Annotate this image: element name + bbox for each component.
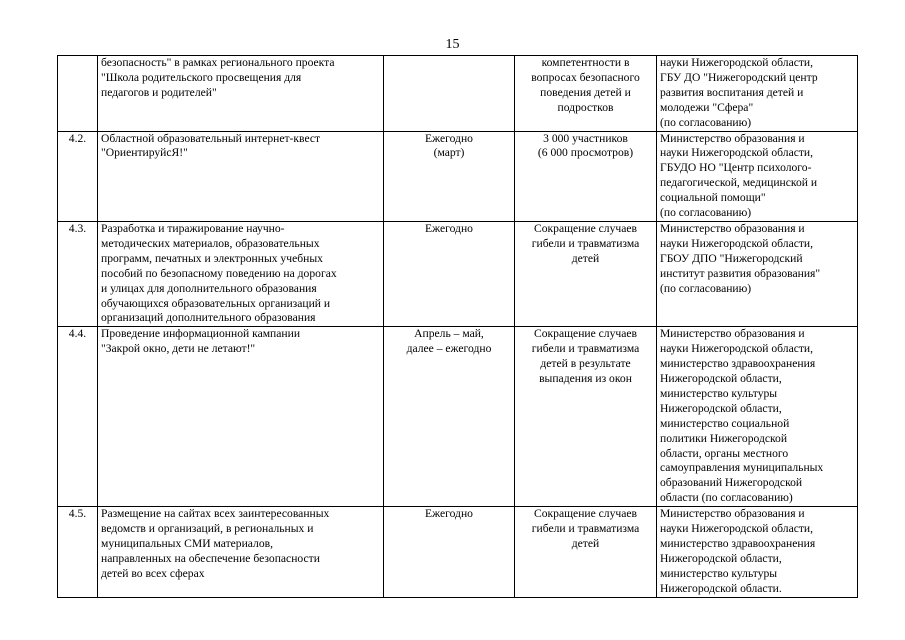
event-line: "Школа родительского просвещения для	[101, 70, 302, 84]
event-cell	[98, 221, 384, 326]
result-line: детей в результате	[540, 357, 631, 371]
responsible-line: (по согласованию)	[660, 206, 752, 220]
responsible-line: образований Нижегородской	[660, 476, 803, 490]
period-line: Ежегодно	[425, 507, 473, 521]
responsible-line: институт развития образования"	[660, 266, 821, 280]
result-line: выпадения из окон	[539, 372, 632, 386]
period-cell	[384, 507, 515, 597]
table-body	[58, 56, 858, 598]
result-line: гибели и травматизма	[531, 522, 640, 536]
result-line: детей	[571, 537, 600, 550]
responsible-line: педагогической, медицинской и	[660, 176, 818, 190]
event-line: муниципальных СМИ материалов,	[101, 537, 273, 550]
responsible-line: Нижегородской области,	[660, 372, 782, 386]
responsible-line: социальной помощи"	[660, 191, 766, 205]
responsible-cell	[657, 56, 858, 132]
responsible-line: молодежи "Сфера"	[660, 100, 754, 114]
responsible-line: науки Нижегородской области,	[660, 342, 814, 356]
event-cell	[98, 131, 384, 221]
responsible-line: Нижегородской области,	[660, 401, 782, 415]
event-line: пособий по безопасному поведению на дорогах	[101, 266, 337, 280]
result-line: Сокращение случаев	[534, 507, 637, 521]
page-number: 15	[445, 37, 460, 52]
responsible-line: Нижегородской области,	[660, 551, 782, 565]
period-cell	[384, 56, 515, 132]
row-number-cell: 4.5.	[58, 507, 98, 597]
responsible-line: министерство здравоохранения	[660, 357, 816, 371]
event-cell	[98, 507, 384, 597]
responsible-line: ГБУДО НО "Центр психолого-	[660, 161, 812, 175]
period-cell	[384, 221, 515, 326]
responsible-line: Министерство образования и	[660, 327, 805, 341]
responsible-line: (по согласованию)	[660, 281, 752, 295]
responsible-line: (по согласованию)	[660, 115, 752, 129]
responsible-line: науки Нижегородской области,	[660, 236, 814, 250]
responsible-line: ГБОУ ДПО "Нижегородский	[660, 251, 803, 265]
responsible-line: политики Нижегородской	[660, 431, 788, 445]
result-line: гибели и травматизма	[531, 236, 640, 250]
responsible-line: науки Нижегородской области,	[660, 522, 814, 536]
row-number-cell: 4.2.	[58, 131, 98, 221]
event-line: методических материалов, образовательных	[101, 236, 320, 250]
responsible-line: ГБУ ДО "Нижегородский центр	[660, 70, 818, 84]
event-line: "ОриентируйсЯ!"	[101, 146, 188, 160]
responsible-line: Министерство образования и	[660, 221, 805, 235]
result-line: вопросах безопасного	[531, 70, 640, 84]
result-line: подростков	[557, 100, 614, 114]
event-cell	[98, 56, 384, 132]
responsible-line: области (по согласованию)	[660, 491, 793, 505]
result-cell	[515, 56, 657, 132]
responsible-line: самоуправления муниципальных	[660, 461, 824, 475]
action-plan-table	[57, 55, 858, 598]
table-row	[58, 131, 858, 221]
event-line: организаций дополнительного образования	[101, 311, 316, 325]
row-number-cell: 4.3.	[58, 221, 98, 326]
result-line: Сокращение случаев	[534, 221, 637, 235]
event-line: Проведение информационной кампании	[101, 327, 301, 341]
row-number-cell: 4.4.	[58, 327, 98, 507]
result-cell	[515, 327, 657, 507]
result-line: детей	[571, 251, 600, 265]
event-line: Разработка и тиражирование научно-	[101, 221, 285, 235]
period-cell	[384, 327, 515, 507]
responsible-cell	[657, 507, 858, 597]
responsible-line: Министерство образования и	[660, 507, 805, 521]
table-row	[58, 56, 858, 132]
period-line: Ежегодно	[425, 221, 473, 235]
period-line: Апрель – май,	[414, 327, 484, 341]
table-row	[58, 221, 858, 326]
responsible-line: развития воспитания детей и	[660, 85, 804, 99]
result-cell	[515, 221, 657, 326]
event-line: обучающихся образовательных организаций и	[101, 296, 331, 310]
period-line: Ежегодно	[425, 131, 473, 145]
result-line: Сокращение случаев	[534, 327, 637, 341]
event-line: и улицах для дополнительного образования	[101, 281, 317, 295]
period-line: (март)	[433, 146, 465, 160]
event-line: "Закрой окно, дети не летают!"	[101, 342, 256, 356]
responsible-line: Министерство образования и	[660, 131, 805, 145]
event-line: Областной образовательный интернет-квест	[101, 131, 321, 145]
period-cell	[384, 131, 515, 221]
event-line: ведомств и организаций, в региональных и	[101, 522, 314, 536]
responsible-line: науки Нижегородской области,	[660, 56, 814, 69]
event-line: безопасность" в рамках регионального проекта	[101, 56, 335, 69]
responsible-cell	[657, 327, 858, 507]
responsible-line: науки Нижегородской области,	[660, 146, 814, 160]
result-line: 3 000 участников	[543, 131, 628, 145]
table-row	[58, 507, 858, 597]
result-line: (6 000 просмотров)	[537, 146, 634, 160]
responsible-cell	[657, 221, 858, 326]
responsible-line: министерство культуры	[660, 386, 778, 400]
event-cell	[98, 327, 384, 507]
result-cell	[515, 507, 657, 597]
responsible-line: министерство здравоохранения	[660, 537, 816, 550]
event-line: детей во всех сферах	[101, 566, 205, 580]
table-row	[58, 327, 858, 507]
result-cell	[515, 131, 657, 221]
responsible-line: министерство социальной	[660, 416, 790, 430]
result-line: гибели и травматизма	[531, 342, 640, 356]
row-number-cell	[58, 56, 98, 132]
event-line: направленных на обеспечение безопасности	[101, 551, 320, 565]
event-line: педагогов и родителей"	[101, 85, 217, 99]
responsible-line: министерство культуры	[660, 566, 778, 580]
result-line: поведения детей и	[540, 85, 631, 99]
responsible-cell	[657, 131, 858, 221]
event-line: программ, печатных и электронных учебных	[101, 251, 323, 265]
responsible-line: области, органы местного	[660, 446, 789, 460]
result-line: компетентности в	[541, 56, 630, 69]
period-line: далее – ежегодно	[406, 342, 492, 356]
event-line: Размещение на сайтах всех заинтересованных	[101, 507, 330, 521]
responsible-line: Нижегородской области.	[660, 581, 782, 595]
